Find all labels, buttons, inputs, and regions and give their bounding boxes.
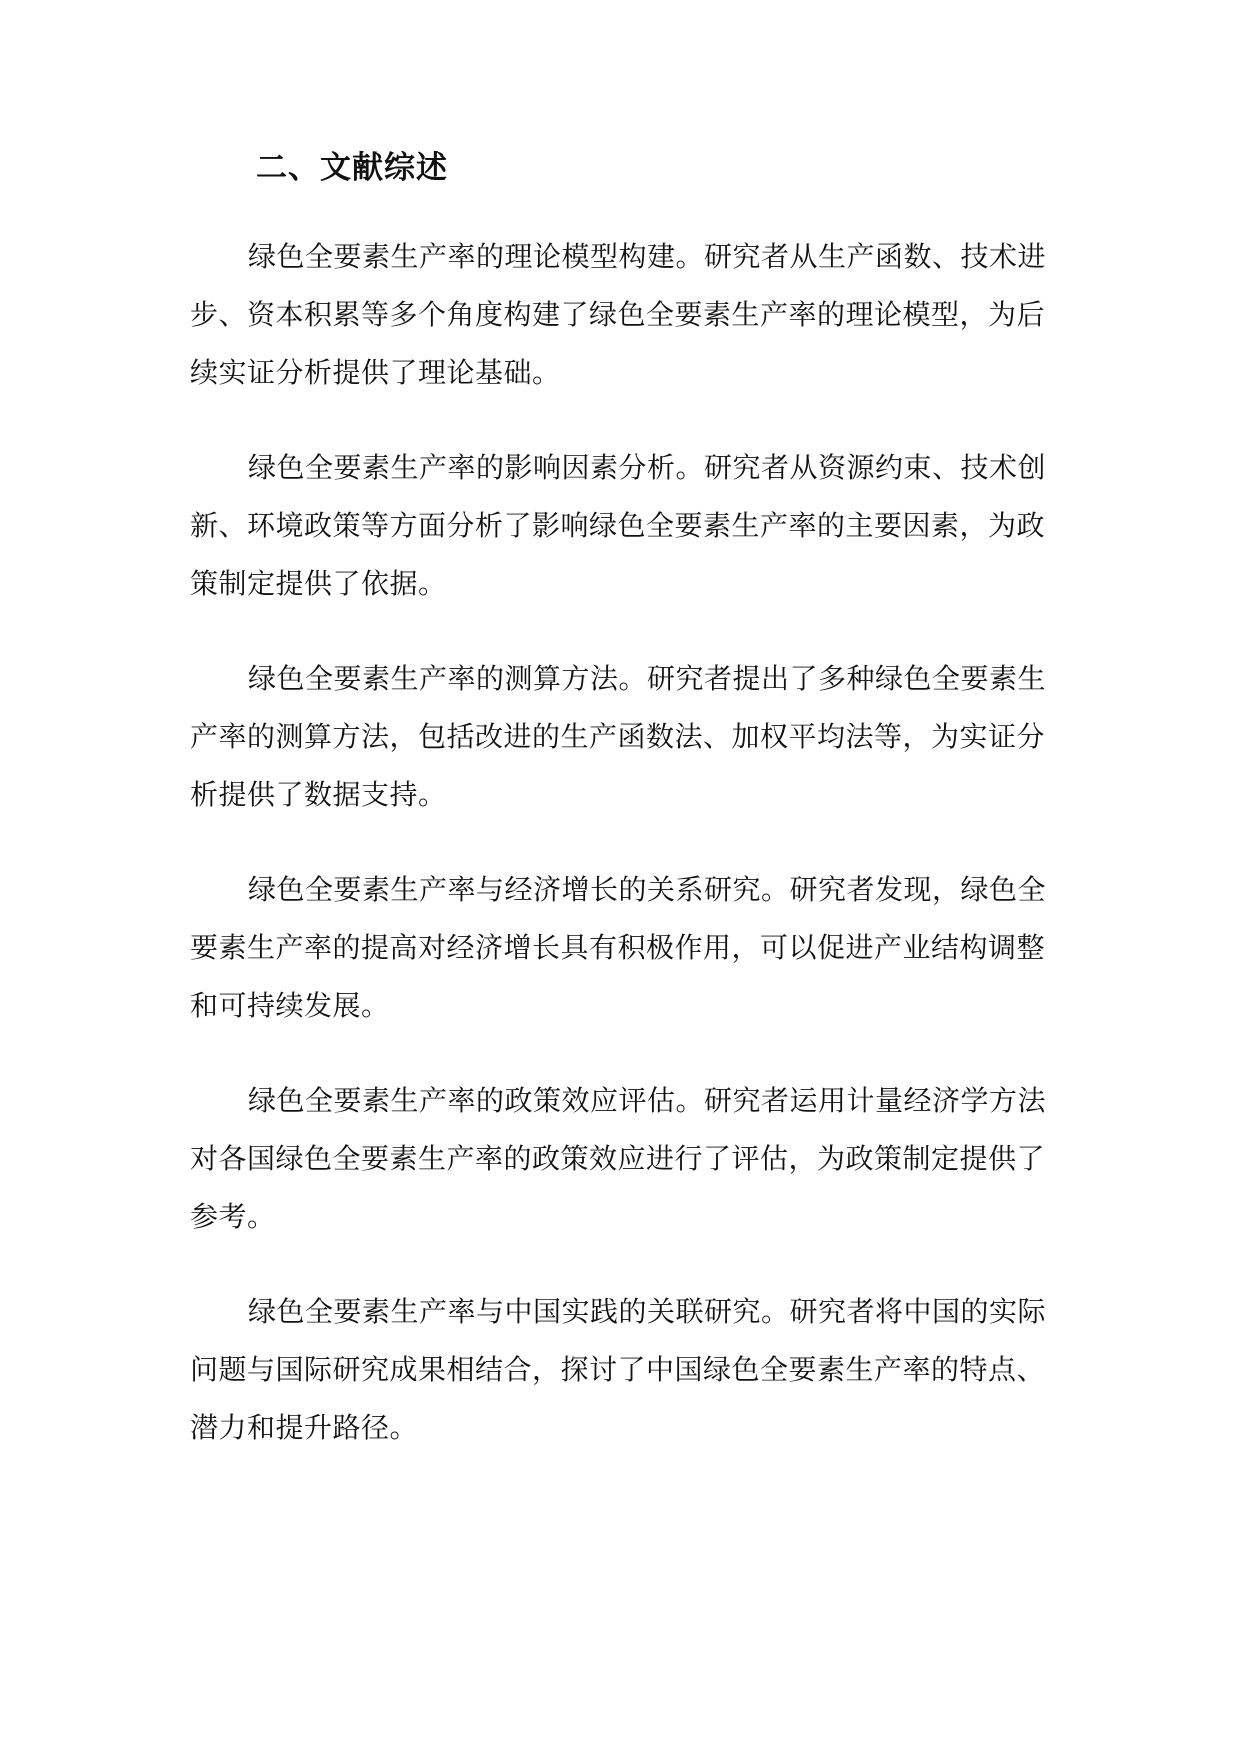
- paragraph-line: 续实证分析提供了理论基础。: [190, 356, 561, 389]
- paragraph-2: [190, 439, 1060, 613]
- paragraph-1: [190, 228, 1060, 402]
- paragraph-line: 步、资本积累等多个角度构建了绿色全要素生产率的理论模型，为后: [190, 298, 1046, 331]
- paragraph-line: 潜力和提升路径。: [190, 1411, 419, 1444]
- paragraph-4: [190, 861, 1060, 1035]
- paragraph-line: 策制定提供了依据。: [190, 567, 447, 600]
- paragraph-line: 参考。: [190, 1200, 276, 1233]
- paragraph-line: 绿色全要素生产率的政策效应评估。研究者运用计量经济学方法: [248, 1084, 1047, 1117]
- paragraph-6: [190, 1283, 1060, 1457]
- paragraph-line: 析提供了数据支持。: [190, 778, 447, 811]
- paragraph-line: 要素生产率的提高对经济增长具有积极作用，可以促进产业结构调整: [190, 931, 1046, 964]
- section-heading: 二、文献综述: [256, 150, 448, 186]
- paragraph-line: 绿色全要素生产率的测算方法。研究者提出了多种绿色全要素生: [248, 662, 1047, 695]
- paragraph-3: [190, 650, 1060, 824]
- paragraph-line: 新、环境政策等方面分析了影响绿色全要素生产率的主要因素，为政: [190, 509, 1046, 542]
- paragraph-line: 问题与国际研究成果相结合，探讨了中国绿色全要素生产率的特点、: [190, 1353, 1046, 1386]
- paragraph-line: 绿色全要素生产率的理论模型构建。研究者从生产函数、技术进: [248, 240, 1047, 273]
- paragraph-line: 绿色全要素生产率与中国实践的关联研究。研究者将中国的实际: [248, 1295, 1047, 1328]
- paragraph-line: 绿色全要素生产率的影响因素分析。研究者从资源约束、技术创: [248, 451, 1047, 484]
- paragraph-line: 对各国绿色全要素生产率的政策效应进行了评估，为政策制定提供了: [190, 1142, 1046, 1175]
- paragraph-5: [190, 1072, 1060, 1246]
- paragraph-line: 产率的测算方法，包括改进的生产函数法、加权平均法等，为实证分: [190, 720, 1046, 753]
- paragraph-line: 绿色全要素生产率与经济增长的关系研究。研究者发现，绿色全: [248, 873, 1047, 906]
- body-text: [190, 228, 1060, 1494]
- paragraph-line: 和可持续发展。: [190, 989, 390, 1022]
